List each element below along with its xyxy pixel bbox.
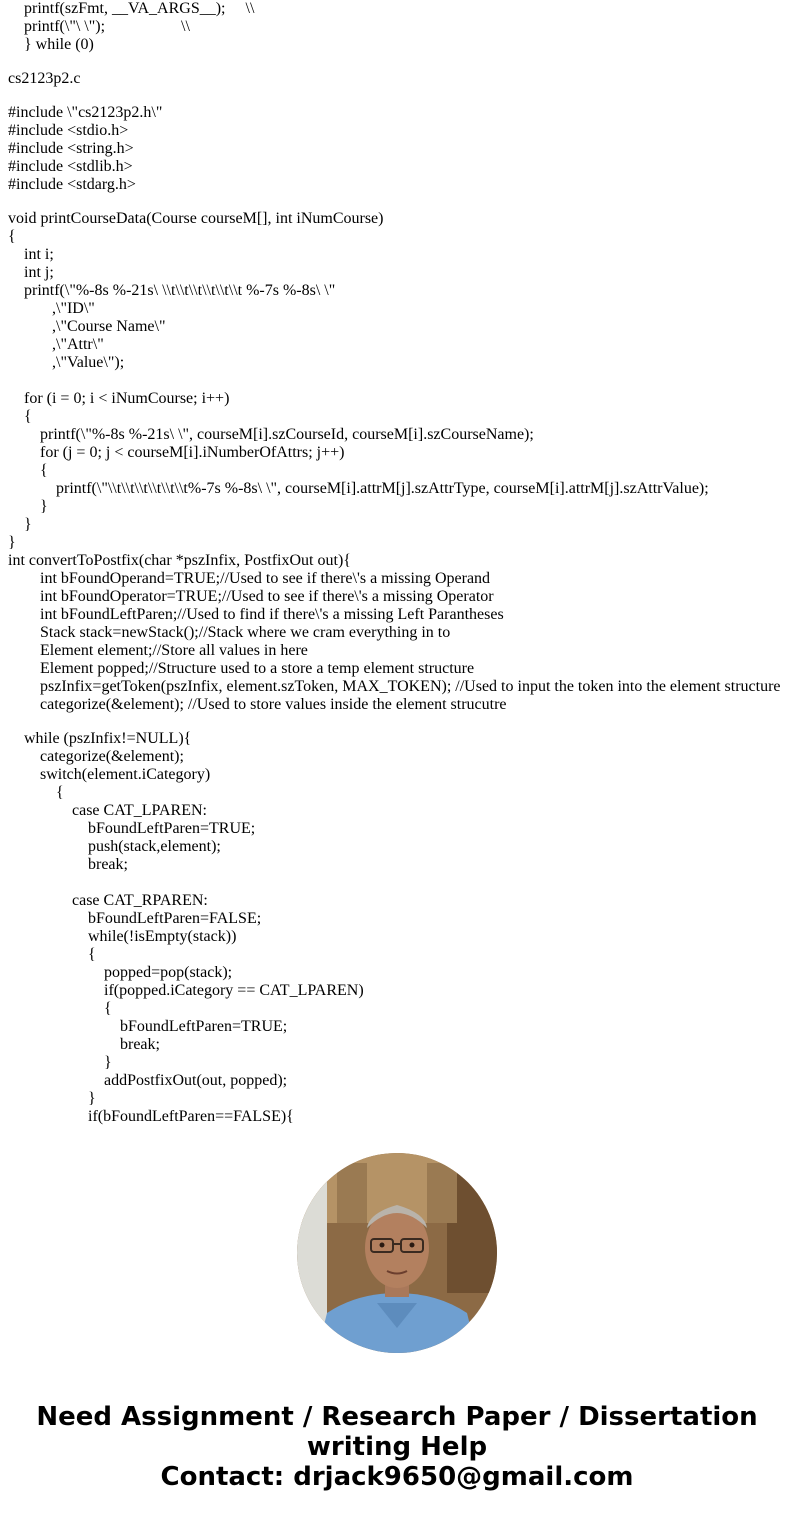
code-line: }	[8, 534, 16, 551]
code-line: case CAT_LPAREN:	[72, 802, 207, 819]
code-line: printf(\"%-8s %-21s\ \\t\\t\\t\\t\\t\\t %-7s %-8s\ \"	[24, 282, 336, 299]
code-line: case CAT_RPAREN:	[72, 892, 208, 909]
code-line: if(bFoundLeftParen==FALSE){	[88, 1108, 294, 1125]
code-line: Element popped;//Structure used to a store a temp element structure	[40, 660, 475, 677]
code-line: printf(\"%-8s %-21s\ \", courseM[i].szCourseId, courseM[i].szCourseName);	[40, 426, 534, 443]
code-line: popped=pop(stack);	[104, 964, 233, 981]
code-line: ,\"Attr\"	[52, 336, 104, 353]
promo-banner	[0, 1402, 794, 1492]
code-line: if(popped.iCategory == CAT_LPAREN)	[104, 982, 364, 999]
code-line: int bFoundOperand=TRUE;//Used to see if there\'s a missing Operand	[40, 570, 491, 587]
code-line: while (pszInfix!=NULL){	[24, 730, 192, 747]
code-line: } while (0)	[24, 36, 94, 53]
code-line: cs2123p2.c	[8, 70, 81, 87]
code-line: bFoundLeftParen=FALSE;	[88, 910, 262, 927]
code-line: {	[8, 228, 16, 245]
code-line: printf(\"\ \"); \\	[24, 18, 190, 35]
code-line: }	[24, 516, 32, 533]
code-line: while(!isEmpty(stack))	[88, 928, 237, 945]
code-line: Element element;//Store all values in here	[40, 642, 308, 659]
code-line: printf(\"\\t\\t\\t\\t\\t\\t%-7s %-8s\ \", courseM[i].attrM[j].szAttrType, courseM[i].attrM[j].szAttrValue);	[56, 480, 709, 497]
code-line: ,\"Value\");	[52, 354, 125, 371]
promo-line-1: Need Assignment / Research Paper / Dissertation	[36, 1402, 758, 1432]
code-line: #include <stdlib.h>	[8, 158, 133, 175]
code-line: categorize(&element);	[40, 748, 184, 765]
code-line: ,\"Course Name\"	[52, 318, 166, 335]
code-line: addPostfixOut(out, popped);	[104, 1072, 288, 1089]
code-line: int i;	[24, 246, 54, 263]
code-line: int convertToPostfix(char *pszInfix, PostfixOut out){	[8, 552, 351, 569]
code-line: push(stack,element);	[88, 838, 221, 855]
promo-contact: Contact: drjack9650@gmail.com	[160, 1462, 634, 1492]
code-line: bFoundLeftParen=TRUE;	[120, 1018, 288, 1035]
code-line: int bFoundLeftParen;//Used to find if there\'s a missing Left Parantheses	[40, 606, 504, 623]
code-line: ,\"ID\"	[52, 300, 95, 317]
code-line: categorize(&element); //Used to store values inside the element strucutre	[40, 696, 507, 713]
code-line: break;	[120, 1036, 160, 1053]
code-line: {	[24, 408, 32, 425]
author-avatar	[297, 1153, 497, 1353]
code-line: pszInfix=getToken(pszInfix, element.szToken, MAX_TOKEN); //Used to input the token into the element structure	[40, 678, 781, 695]
code-line: #include <stdio.h>	[8, 122, 129, 139]
code-line: printf(szFmt, __VA_ARGS__); \\	[24, 0, 255, 17]
promo-line-2: writing Help	[306, 1432, 488, 1462]
code-line: for (j = 0; j < courseM[i].iNumberOfAttrs; j++)	[40, 444, 345, 461]
code-line: {	[104, 1000, 112, 1017]
code-line: #include <stdarg.h>	[8, 176, 136, 193]
code-line: #include \"cs2123p2.h\"	[8, 104, 163, 121]
code-line: }	[104, 1054, 112, 1071]
code-line: {	[56, 784, 64, 801]
code-line: #include <string.h>	[8, 140, 134, 157]
portrait-image	[297, 1153, 497, 1353]
code-line: for (i = 0; i < iNumCourse; i++)	[24, 390, 230, 407]
code-line: break;	[88, 856, 128, 873]
code-line: int bFoundOperator=TRUE;//Used to see if there\'s a missing Operator	[40, 588, 494, 605]
code-line: int j;	[24, 264, 54, 281]
code-line: {	[88, 946, 96, 963]
code-line: Stack stack=newStack();//Stack where we cram everything in to	[40, 624, 451, 641]
code-line: void printCourseData(Course courseM[], int iNumCourse)	[8, 210, 384, 227]
code-line: }	[88, 1090, 96, 1107]
code-line: }	[40, 498, 48, 515]
code-line: bFoundLeftParen=TRUE;	[88, 820, 256, 837]
code-line: {	[40, 462, 48, 479]
code-line: switch(element.iCategory)	[40, 766, 211, 783]
